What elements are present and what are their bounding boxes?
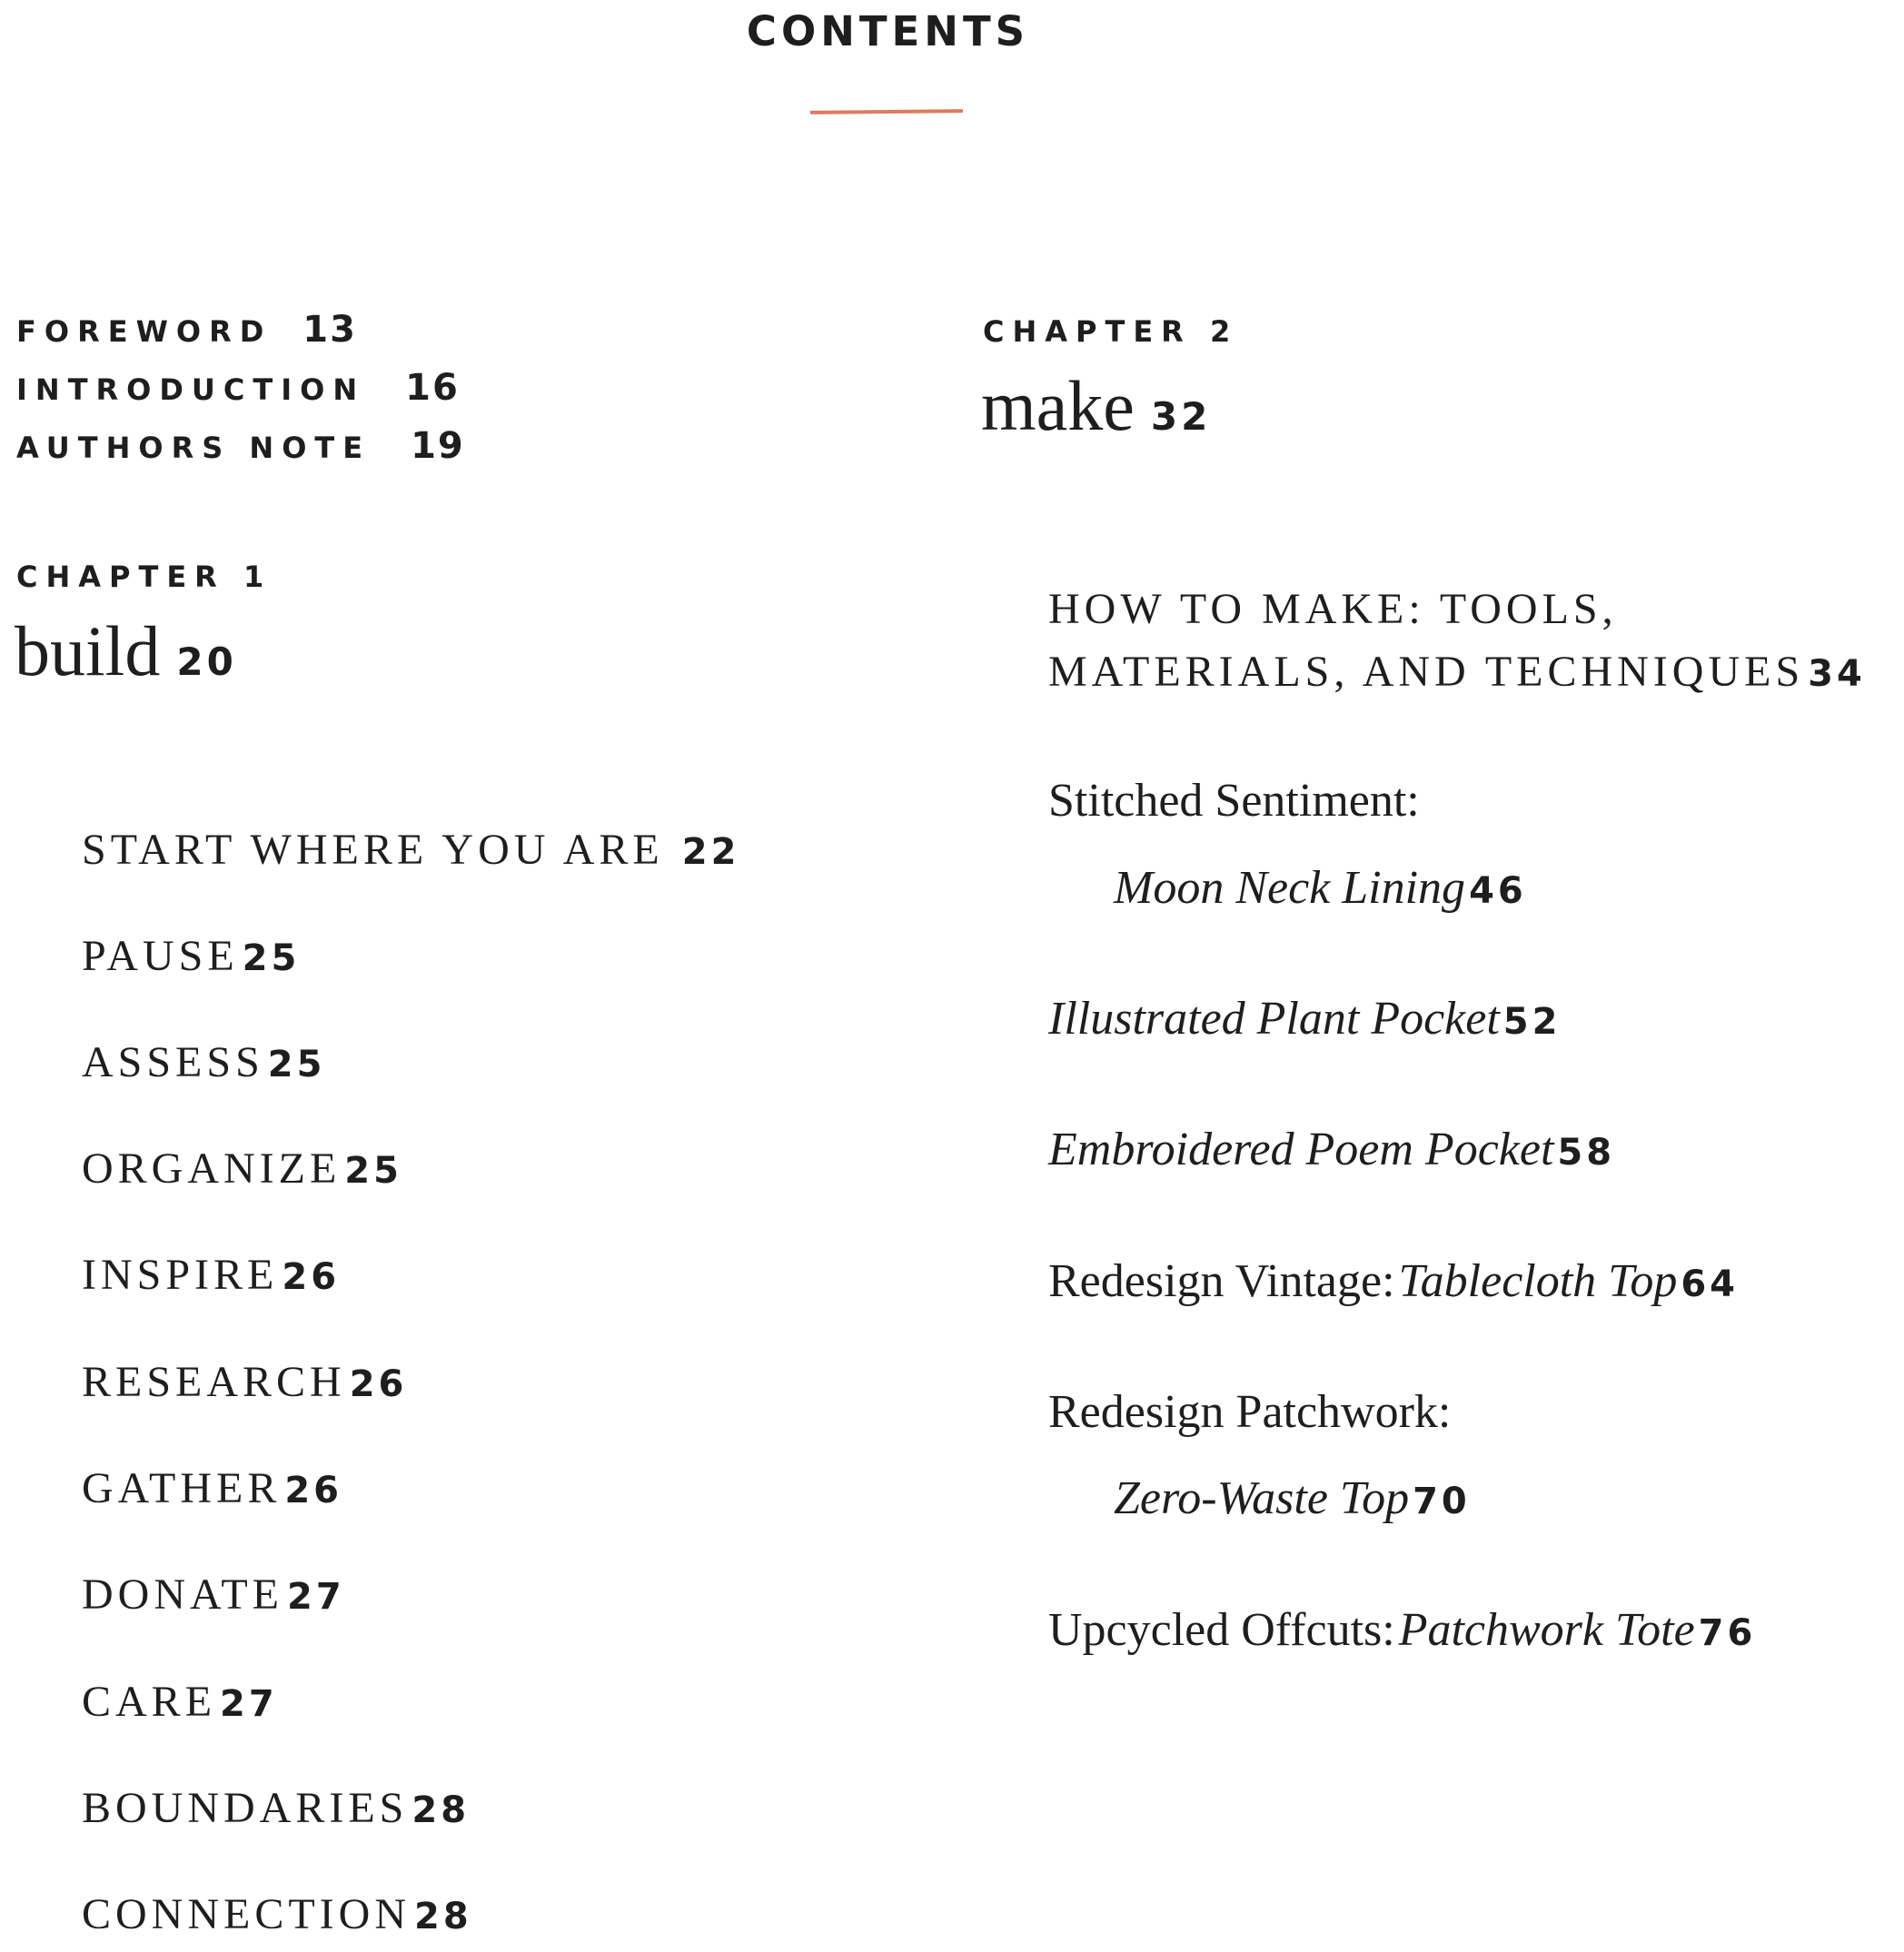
toc-entry-page: 46: [1469, 870, 1527, 912]
toc-entry-page: 26: [284, 1470, 342, 1511]
toc-entry-moon-neck-lining[interactable]: [1114, 861, 1527, 915]
toc-entry-title: Embroidered Poem Pocket: [1048, 1124, 1554, 1175]
toc-entry-label: MATERIALS, AND TECHNIQUES: [1048, 648, 1805, 696]
toc-entry-page: 27: [286, 1576, 345, 1618]
toc-entry-research[interactable]: [82, 1357, 407, 1407]
toc-entry-introduction[interactable]: [16, 367, 460, 409]
toc-entry-page: 26: [282, 1256, 341, 1298]
toc-entry-gather[interactable]: [82, 1463, 342, 1513]
toc-entry-label: ASSESS: [82, 1038, 264, 1086]
toc-entry-prefix: Upcycled Offcuts:: [1048, 1604, 1395, 1656]
toc-entry-page: 25: [267, 1044, 326, 1085]
toc-entry-label: ORGANIZE: [82, 1144, 342, 1193]
toc-entry-how-to-make-line1: HOW TO MAKE: TOOLS,: [1048, 585, 1618, 633]
toc-entry-page: 28: [412, 1789, 471, 1831]
toc-entry-label: DONATE: [82, 1571, 283, 1619]
toc-entry-label: INTRODUCTION: [16, 372, 366, 407]
toc-entry-page: 76: [1698, 1612, 1757, 1654]
toc-entry-title: Patchwork Tote: [1398, 1604, 1695, 1656]
toc-entry-donate[interactable]: [82, 1570, 345, 1620]
toc-entry-care[interactable]: [82, 1677, 278, 1727]
toc-entry-page: 52: [1502, 1001, 1562, 1043]
toc-entry-how-to-make[interactable]: [1048, 647, 1866, 697]
page-title: CONTENTS: [746, 7, 1030, 55]
toc-entry-page: 16: [405, 367, 460, 409]
toc-entry-start-where-you-are[interactable]: [82, 825, 739, 875]
toc-entry-label: START WHERE YOU ARE: [82, 826, 664, 874]
toc-entry-prefix: Stitched Sentiment:: [1048, 775, 1420, 827]
title-underline: [810, 109, 963, 114]
toc-entry-embroidered-poem-pocket[interactable]: [1048, 1123, 1615, 1176]
toc-entry-page: 70: [1413, 1481, 1471, 1522]
toc-entry-page: 28: [413, 1896, 472, 1937]
toc-entry-authors-note[interactable]: [16, 425, 465, 467]
toc-entry-label: CONNECTION: [82, 1890, 411, 1938]
toc-entry-boundaries[interactable]: [82, 1783, 470, 1833]
chapter-2-name: make: [981, 366, 1135, 445]
toc-entry-connection[interactable]: [82, 1889, 472, 1939]
toc-entry-pause[interactable]: [82, 931, 300, 981]
toc-entry-page: 22: [681, 831, 740, 873]
toc-entry-label: CARE: [82, 1678, 217, 1726]
toc-entry-label: FOREWORD: [16, 314, 273, 349]
toc-entry-page: 25: [344, 1150, 402, 1192]
chapter-2-heading[interactable]: [981, 365, 1211, 447]
toc-entry-label: GATHER: [82, 1464, 282, 1512]
chapter-1-name: build: [15, 611, 161, 690]
toc-entry-foreword[interactable]: [16, 309, 357, 351]
toc-entry-page: 13: [302, 309, 357, 351]
toc-entry-organize[interactable]: [82, 1144, 402, 1194]
toc-entry-title: Moon Neck Lining: [1114, 862, 1466, 914]
toc-entry-title: Tablecloth Top: [1398, 1255, 1678, 1307]
toc-entry-label: INSPIRE: [82, 1251, 279, 1299]
toc-entry-label: AUTHORS NOTE: [16, 431, 372, 465]
chapter-2-page: 32: [1150, 394, 1212, 439]
toc-entry-page: 26: [349, 1363, 408, 1405]
toc-entry-page: 19: [411, 425, 465, 467]
chapter-1-page: 20: [176, 639, 237, 684]
toc-entry-illustrated-plant-pocket[interactable]: [1048, 992, 1561, 1045]
toc-entry-label: RESEARCH: [82, 1358, 346, 1406]
chapter-1-label: CHAPTER 1: [16, 560, 273, 594]
toc-entry-assess[interactable]: [82, 1037, 325, 1087]
toc-entry-page: 64: [1681, 1263, 1739, 1305]
toc-entry-zero-waste-top[interactable]: [1114, 1471, 1471, 1525]
toc-entry-title: Illustrated Plant Pocket: [1048, 993, 1500, 1045]
toc-entry-page: 34: [1808, 653, 1866, 695]
toc-entry-page: 58: [1557, 1132, 1616, 1174]
toc-entry-label: PAUSE: [82, 932, 239, 980]
toc-entry-title: Zero-Waste Top: [1114, 1472, 1410, 1524]
chapter-1-heading[interactable]: [15, 610, 237, 692]
toc-entry-inspire[interactable]: [82, 1250, 340, 1300]
toc-entry-prefix: Redesign Patchwork:: [1048, 1386, 1452, 1438]
toc-entry-label: BOUNDARIES: [82, 1784, 409, 1832]
chapter-2-label: CHAPTER 2: [983, 314, 1239, 349]
toc-entry-prefix: Redesign Vintage:: [1048, 1255, 1395, 1307]
toc-entry-page: 27: [220, 1683, 278, 1725]
toc-entry-page: 25: [242, 937, 301, 979]
toc-entry-tablecloth-top[interactable]: [1048, 1254, 1739, 1308]
toc-entry-patchwork-tote[interactable]: [1048, 1603, 1756, 1657]
